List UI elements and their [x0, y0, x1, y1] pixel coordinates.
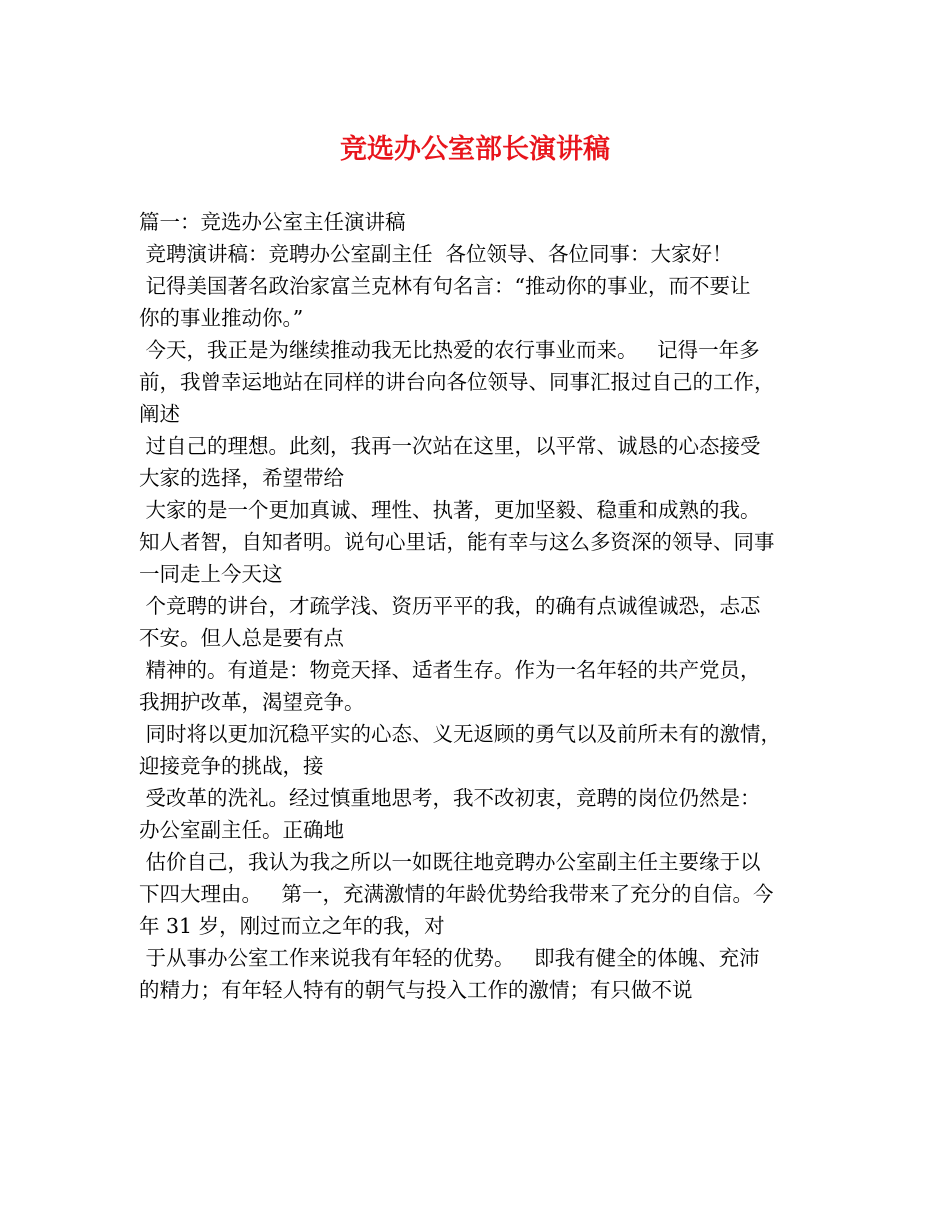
document-body	[139, 206, 829, 1006]
text-line: 年 31 岁，刚过而立之年的我，对	[139, 914, 445, 938]
text-line: 大家的选择，希望带给	[139, 466, 344, 490]
text-line: 大家的是一个更加真诚、理性、执著，更加坚毅、稳重和成熟的我。	[139, 498, 761, 522]
text-line: 今天，我正是为继续推动我无比热爱的农行事业而来。 记得一年多	[139, 338, 760, 362]
text-line: 精神的。有道是：物竞天择、适者生存。作为一名年轻的共产党员，	[139, 658, 761, 682]
text-line: 受改革的洗礼。经过慎重地思考，我不改初衷，竞聘的岗位仍然是：	[139, 786, 761, 810]
text-line: 个竞聘的讲台，才疏学浅、资历平平的我，的确有点诚徨诚恐，忐忑	[139, 594, 761, 618]
text-line: 竞聘演讲稿：竞聘办公室副主任 各位领导、各位同事：大家好！	[139, 242, 733, 266]
text-line: 过自己的理想。此刻，我再一次站在这里，以平常、诚恳的心态接受	[139, 434, 761, 458]
text-line: 篇一：竞选办公室主任演讲稿	[139, 210, 406, 234]
text-line: 的精力；有年轻人特有的朝气与投入工作的激情；有只做不说	[139, 978, 693, 1002]
text-line: 你的事业推动你。”	[139, 306, 304, 330]
text-line: 迎接竞争的挑战，接	[139, 754, 324, 778]
document-title: 竞选办公室部长演讲稿	[340, 134, 610, 165]
text-line: 不安。但人总是要有点	[139, 626, 344, 650]
text-line: 前，我曾幸运地站在同样的讲台向各位领导、同事汇报过自己的工作，	[139, 370, 775, 394]
text-line: 一同走上今天这	[139, 562, 283, 586]
text-line: 我拥护改革，渴望竞争。	[139, 690, 365, 714]
text-line: 阐述	[139, 402, 180, 426]
text-line: 同时将以更加沉稳平实的心态、义无返顾的勇气以及前所未有的激情，	[139, 722, 782, 746]
text-line: 知人者智，自知者明。说句心里话，能有幸与这么多资深的领导、同事	[139, 530, 775, 554]
text-line: 于从事办公室工作来说我有年轻的优势。 即我有健全的体魄、充沛	[139, 946, 760, 970]
text-line: 下四大理由。 第一，充满激情的年龄优势给我带来了充分的自信。今	[139, 882, 774, 906]
text-line: 记得美国著名政治家富兰克林有句名言：“推动你的事业，而不要让	[139, 274, 751, 298]
text-line: 估价自己，我认为我之所以一如既往地竞聘办公室副主任主要缘于以	[139, 850, 761, 874]
text-line: 办公室副主任。正确地	[139, 818, 344, 842]
